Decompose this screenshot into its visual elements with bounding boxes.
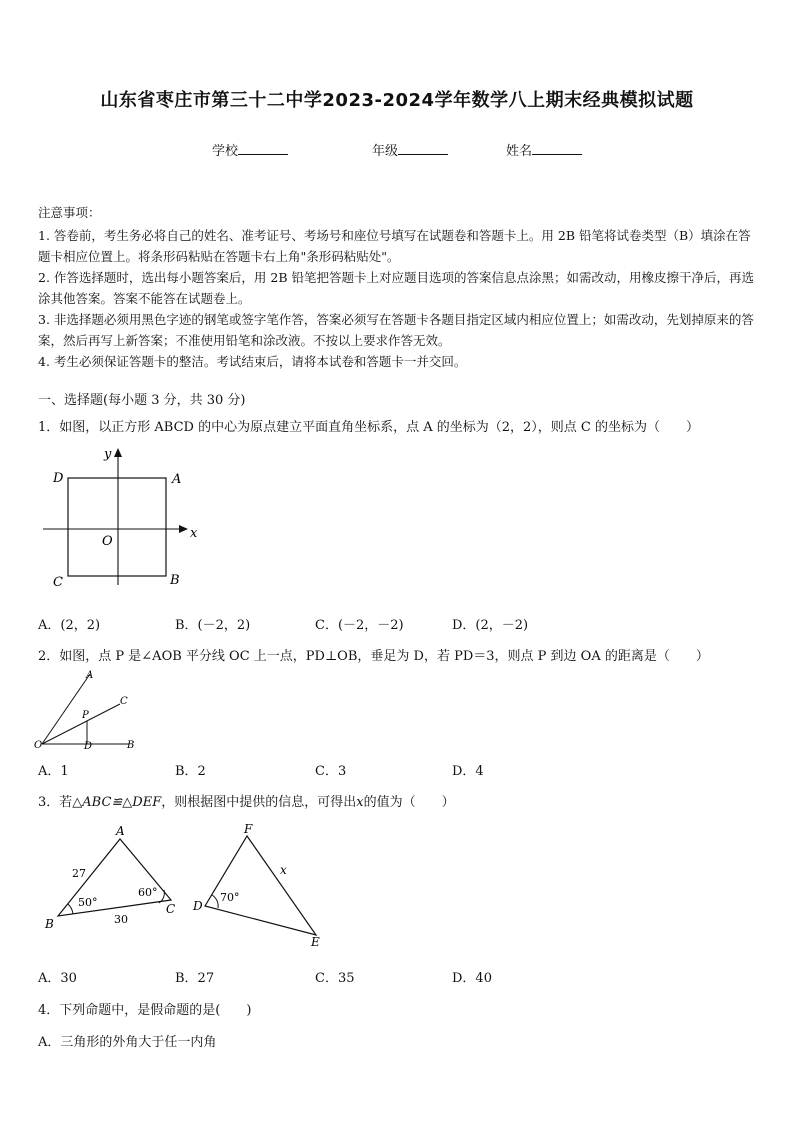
label-d: D	[193, 899, 203, 913]
q3-text-pre: 3．若	[38, 795, 73, 810]
q3-option-d[interactable]: D．40	[452, 971, 492, 986]
label-e: E	[311, 935, 320, 949]
student-info-row	[0, 140, 794, 160]
q2-option-b[interactable]: B．2	[175, 764, 206, 779]
grade-blank	[398, 142, 448, 155]
angle-b-value: 50°	[78, 896, 98, 909]
side-x-label: x	[280, 863, 287, 877]
square-abcd	[68, 478, 166, 576]
label-x: x	[190, 526, 198, 541]
q4-option-a[interactable]: A．三角形的外角大于任一内角	[38, 1035, 217, 1050]
school-field	[212, 140, 288, 159]
label-b: B	[170, 573, 180, 588]
name-blank	[532, 142, 582, 155]
question-2-options	[38, 760, 738, 780]
x-axis-arrow	[179, 525, 188, 533]
label-a: A	[172, 472, 182, 487]
triangle-def	[205, 836, 316, 935]
ray-oa	[42, 674, 90, 744]
q3-text-post: 的值为（ ）	[363, 795, 455, 810]
grade-field	[372, 140, 448, 159]
label-c: C	[166, 902, 176, 916]
label-d: D	[53, 471, 64, 486]
q1-option-b[interactable]: B．(－2，2)	[175, 618, 251, 633]
question-3-figure	[38, 818, 348, 953]
page-title: 山东省枣庄市第三十二中学2023-2024学年数学八上期末经典模拟试题	[100, 90, 694, 111]
grade-label: 年级	[372, 144, 399, 159]
q3-option-b[interactable]: B．27	[175, 971, 215, 986]
q3-congruence: △ABC≌△DEF	[72, 795, 162, 810]
q1-option-c[interactable]: C．(－2，－2)	[315, 618, 404, 633]
label-c: C	[120, 696, 128, 707]
notice-item-2: 2. 作答选择题时，选出每小题答案后，用 2B 铅笔把答题卡上对应题目选项的答案信息点涂黑；如需改动，用橡皮擦干净后，再选涂其他答案。答案不能答在试题卷上。	[38, 270, 754, 306]
label-o: O	[34, 740, 43, 751]
q3-text-mid: ，则根据图中提供的信息，可得出	[161, 795, 357, 810]
label-o: O	[102, 534, 113, 549]
label-a: A	[86, 670, 94, 681]
angle-b-arc	[68, 904, 73, 914]
notice-heading: 注意事项：	[38, 205, 101, 220]
question-4-text: 4．下列命题中，是假命题的是( )	[38, 1003, 252, 1018]
q2-option-c[interactable]: C．3	[315, 764, 347, 779]
label-d: D	[84, 741, 93, 752]
y-axis-arrow	[114, 448, 122, 457]
question-2-text: 2．如图，点 P 是∠AOB 平分线 OC 上一点，PD⊥OB，垂足为 D，若 PD＝3，则点 P 到边 OA 的距离是（ ）	[38, 649, 709, 664]
bisector-oc	[42, 704, 120, 744]
q3-variable-x: x	[356, 795, 364, 810]
label-a: A	[116, 824, 125, 838]
notice-block	[38, 202, 760, 372]
q2-option-a[interactable]: A．1	[38, 764, 69, 779]
school-label: 学校	[212, 144, 239, 159]
question-2-figure	[34, 668, 144, 754]
q3-option-a[interactable]: A．30	[38, 971, 77, 986]
notice-item-3: 3. 非选择题必须用黑色字迹的钢笔或签字笔作答，答案必须写在答题卡各题目指定区域内相应位置上；如需改动，先划掉原来的答案，然后再写上新答案；不准使用铅笔和涂改液。不按以上要求作答无效。	[38, 312, 754, 348]
notice-item-1: 1. 答卷前，考生务必将自己的姓名、准考证号、考场号和座位号填写在试题卷和答题卡上。用 2B 铅笔将试卷类型（B）填涂在答题卡相应位置上。将条形码粘贴在答题卡右上角"条形码粘贴处"。	[38, 228, 751, 264]
label-p: P	[82, 710, 89, 721]
q1-option-d[interactable]: D．(2，－2)	[452, 618, 529, 633]
name-label: 姓名	[506, 144, 533, 159]
angle-d-arc	[212, 895, 218, 908]
notice-item-4: 4. 考生必须保证答题卡的整洁。考试结束后，请将本试卷和答题卡一并交回。	[38, 354, 467, 369]
label-y: y	[104, 447, 112, 462]
name-field	[506, 140, 582, 159]
label-b: B	[45, 917, 54, 931]
label-b: B	[127, 740, 135, 751]
angle-d-value: 70°	[220, 891, 240, 904]
q1-option-a[interactable]: A．(2，2)	[38, 618, 101, 633]
question-1-text: 1．如图，以正方形 ABCD 的中心为原点建立平面直角坐标系，点 A 的坐标为（2，2），则点 C 的坐标为（ ）	[38, 420, 699, 435]
section-heading: 一、选择题(每小题 3 分，共 30 分)	[38, 393, 246, 408]
q3-option-c[interactable]: C．35	[315, 971, 355, 986]
question-3-text	[38, 791, 455, 810]
side-ab-length: 27	[72, 867, 86, 880]
question-1-figure	[38, 445, 208, 595]
school-blank	[238, 142, 288, 155]
angle-c-value: 60°	[138, 886, 158, 899]
question-3-options	[38, 967, 738, 987]
question-1-options	[38, 614, 738, 634]
label-f: F	[244, 822, 253, 836]
side-bc-length: 30	[114, 913, 128, 926]
q2-option-d[interactable]: D．4	[452, 764, 484, 779]
label-c: C	[53, 575, 63, 590]
